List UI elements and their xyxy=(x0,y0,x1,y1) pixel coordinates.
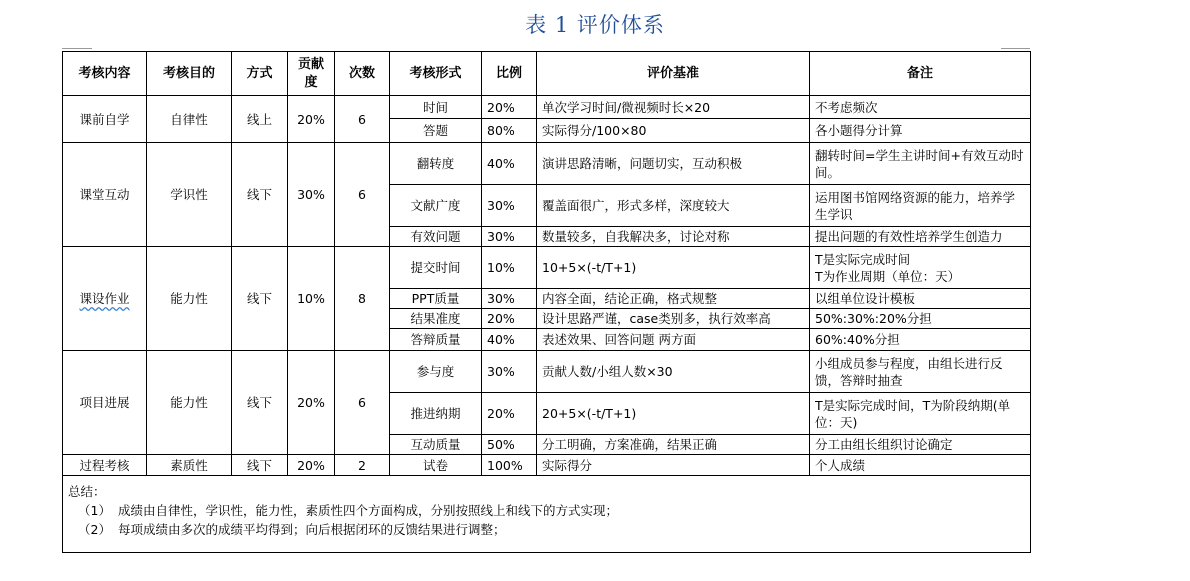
contribution-cell: 10% xyxy=(288,247,335,351)
form-cell: 答题 xyxy=(390,119,482,143)
summary-cell xyxy=(63,476,1031,553)
count-cell: 6 xyxy=(335,96,390,143)
note-cell: 翻转时间=学生主讲时间+有效互动时间。 xyxy=(810,143,1031,185)
header-cell: 方式 xyxy=(232,52,288,96)
criteria-cell: 实际得分 xyxy=(537,455,810,476)
criteria-cell: 设计思路严谨，case类别多，执行效率高 xyxy=(537,309,810,329)
summary-item-text: 成绩由自律性，学识性，能力性，素质性四个方面构成，分别按照线上和线下的方式实现； xyxy=(118,503,619,518)
purpose-cell: 自律性 xyxy=(147,96,232,143)
ratio-cell: 20% xyxy=(482,393,537,435)
form-cell: 文献广度 xyxy=(390,185,482,227)
ratio-cell: 80% xyxy=(482,119,537,143)
criteria-cell: 20+5×(-t/T+1) xyxy=(537,393,810,435)
criteria-cell: 实际得分/100×80 xyxy=(537,119,810,143)
criteria-cell: 单次学习时间/微视频时长×20 xyxy=(537,96,810,119)
note-cell: 小组成员参与程度，由组长进行反馈，答辩时抽查 xyxy=(810,351,1031,393)
mode-cell: 线下 xyxy=(232,143,288,247)
summary-title: 总结： xyxy=(68,484,106,499)
purpose-cell: 能力性 xyxy=(147,351,232,455)
mode-cell: 线下 xyxy=(232,455,288,476)
header-cell: 评价基准 xyxy=(537,52,810,96)
note-cell: 以组单位设计模板 xyxy=(810,289,1031,309)
form-cell: 参与度 xyxy=(390,351,482,393)
table-header-row xyxy=(63,52,1031,96)
header-cell: 考核目的 xyxy=(147,52,232,96)
form-cell: 互动质量 xyxy=(390,435,482,455)
note-cell: 不考虑频次 xyxy=(810,96,1031,119)
form-cell: 答辩质量 xyxy=(390,329,482,351)
note-cell: 运用图书馆网络资源的能力，培养学生学识 xyxy=(810,185,1031,227)
mode-cell: 线上 xyxy=(232,96,288,143)
ratio-cell: 30% xyxy=(482,227,537,247)
note-cell: 个人成绩 xyxy=(810,455,1031,476)
contribution-cell: 20% xyxy=(288,351,335,455)
note-cell: T是实际完成时间，T为阶段纳期(单位：天) xyxy=(810,393,1031,435)
table-corner-mark-right xyxy=(1001,48,1030,49)
criteria-cell: 内容全面，结论正确，格式规整 xyxy=(537,289,810,309)
table-row xyxy=(63,96,1031,119)
mode-cell: 线下 xyxy=(232,247,288,351)
contribution-cell: 20% xyxy=(288,455,335,476)
ratio-cell: 30% xyxy=(482,351,537,393)
ratio-cell: 30% xyxy=(482,185,537,227)
summary-item-number: （1） xyxy=(78,503,111,518)
form-cell: 有效问题 xyxy=(390,227,482,247)
evaluation-table xyxy=(62,51,1031,553)
table-row xyxy=(63,143,1031,185)
header-cell: 贡献度 xyxy=(288,52,335,96)
form-cell: PPT质量 xyxy=(390,289,482,309)
content-cell: 课前自学 xyxy=(63,96,147,143)
count-cell: 6 xyxy=(335,143,390,247)
count-cell: 8 xyxy=(335,247,390,351)
criteria-cell: 演讲思路清晰，问题切实，互动积极 xyxy=(537,143,810,185)
criteria-cell: 表述效果、回答问题 两方面 xyxy=(537,329,810,351)
note-cell: 分工由组长组织讨论确定 xyxy=(810,435,1031,455)
note-line: T为作业周期（单位：天） xyxy=(815,268,961,284)
ratio-cell: 40% xyxy=(482,329,537,351)
content-cell xyxy=(63,247,147,351)
mode-cell: 线下 xyxy=(232,351,288,455)
form-cell: 提交时间 xyxy=(390,247,482,289)
criteria-cell: 贡献人数/小组人数×30 xyxy=(537,351,810,393)
table-row xyxy=(63,455,1031,476)
contribution-cell: 20% xyxy=(288,96,335,143)
table-row xyxy=(63,351,1031,393)
header-cell: 比例 xyxy=(482,52,537,96)
content-cell: 课堂互动 xyxy=(63,143,147,247)
ratio-cell: 10% xyxy=(482,247,537,289)
criteria-cell: 数量较多，自我解决多，讨论对称 xyxy=(537,227,810,247)
ratio-cell: 20% xyxy=(482,309,537,329)
table-row xyxy=(63,247,1031,289)
criteria-cell: 10+5×(-t/T+1) xyxy=(537,247,810,289)
table-caption: 表 1 评价体系 xyxy=(525,13,665,37)
header-cell: 备注 xyxy=(810,52,1031,96)
note-line: T是实际完成时间 xyxy=(815,251,911,267)
note-cell xyxy=(810,247,1031,289)
form-cell: 推进纳期 xyxy=(390,393,482,435)
criteria-cell: 分工明确，方案准确，结果正确 xyxy=(537,435,810,455)
ratio-cell: 30% xyxy=(482,289,537,309)
note-cell: 50%:30%:20%分担 xyxy=(810,309,1031,329)
note-cell: 提出问题的有效性培养学生创造力 xyxy=(810,227,1031,247)
content-cell: 过程考核 xyxy=(63,455,147,476)
content-text: 课设作业 xyxy=(79,291,130,306)
count-cell: 6 xyxy=(335,351,390,455)
purpose-cell: 素质性 xyxy=(147,455,232,476)
purpose-cell: 学识性 xyxy=(147,143,232,247)
count-cell: 2 xyxy=(335,455,390,476)
content-cell: 项目进展 xyxy=(63,351,147,455)
table-corner-mark-left xyxy=(62,48,92,49)
note-cell: 各小题得分计算 xyxy=(810,119,1031,143)
summary-item xyxy=(68,501,1025,520)
purpose-cell: 能力性 xyxy=(147,247,232,351)
ratio-cell: 100% xyxy=(482,455,537,476)
criteria-cell: 覆盖面很广，形式多样，深度较大 xyxy=(537,185,810,227)
form-cell: 翻转度 xyxy=(390,143,482,185)
form-cell: 试卷 xyxy=(390,455,482,476)
form-cell: 时间 xyxy=(390,96,482,119)
ratio-cell: 20% xyxy=(482,96,537,119)
contribution-cell: 30% xyxy=(288,143,335,247)
summary-row xyxy=(63,476,1031,553)
summary-item-text: 每项成绩由多次的成绩平均得到；向后根据闭环的反馈结果进行调整； xyxy=(118,522,506,537)
summary-item-number: （2） xyxy=(78,522,111,537)
header-cell: 考核形式 xyxy=(390,52,482,96)
form-cell: 结果准度 xyxy=(390,309,482,329)
ratio-cell: 50% xyxy=(482,435,537,455)
header-cell: 次数 xyxy=(335,52,390,96)
header-cell: 考核内容 xyxy=(63,52,147,96)
note-cell: 60%:40%分担 xyxy=(810,329,1031,351)
summary-item xyxy=(68,520,1025,539)
ratio-cell: 40% xyxy=(482,143,537,185)
